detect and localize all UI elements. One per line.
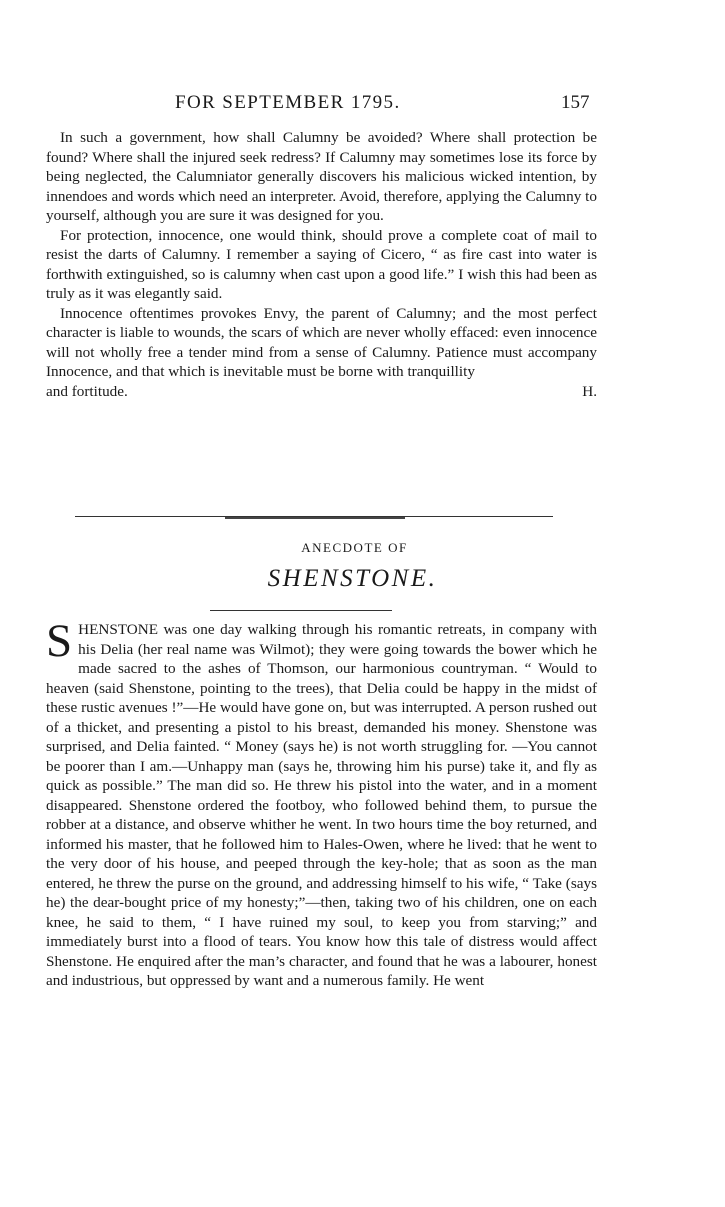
anecdote-body: HENSTONE was one day walking through his romantic retreats, in company with his Delia (her real name was Wilmot); they were going towards the bower which he made sacred to the ashes of Thomson, our harmonious countryman. “ Would to heaven (said Shenstone, pointing to the trees), that Delia could be happy in the midst of these rustic avenues !”—He would have gone on, but was interrupted. A person rushed out of a thicket, and presenting a pistol to his breast, demanded his money. Shenstone was surprised, and Delia fainted. “ Money (says he) is not worth struggling for. —You cannot be poorer than I am.—Unhappy man (says he, throwing him his purse) take it, and fly as quick as possible.” The man did so. He threw his pistol into the water, and in a moment disappeared. Shenstone ordered the footboy, who followed behind them, to pursue the robber at a distance, and observe whither he went. In two hours time the boy returned, and informed his master, that he followed him to Hales-Owen, where he lived: that he went to the very door of his house, and peeped through the key-hole; that as soon as the man entered, he threw the purse on the ground, and addressing himself to his wife, “ Take (says he) the dear-bought price of my honesty;”—then, taking two of his children, one on each knee, he said to them, “ I have ruined my soul, to keep you from starving;” and immediately burst into a flood of tears. You know how this tale of distress would affect Shenstone. He enquired after the man’s character, and found that he was a labourer, honest and industrious, but oppressed by want and a numerous family. He went	[46, 621, 597, 989]
anecdote-paragraph	[46, 615, 597, 991]
essay-signature: H.	[582, 382, 597, 400]
section-kicker: ANECDOTE OF	[301, 540, 408, 555]
running-head	[0, 92, 725, 116]
anecdote-text	[46, 615, 597, 991]
essay-closing-words: and fortitude.	[46, 382, 128, 400]
essay-closing-line	[46, 382, 597, 402]
section-divider	[75, 516, 553, 517]
title-underline	[210, 610, 392, 611]
essay-text	[46, 128, 597, 401]
essay-paragraph-2: For protection, innocence, one would think, should prove a complete coat of mail to resist the darts of Calumny. I remember a saying of Cicero, “ as fire cast into water is forthwith extinguished, so is calumny when cast upon a good life.” I wish this had been as truly as it was elegantly said.	[46, 226, 597, 302]
section-title: SHENSTONE.	[267, 565, 438, 592]
essay-paragraph-1: In such a government, how shall Calumny be avoided? Where shall protection be found? Where shall the injured seek redress? If Calumny may sometimes lose its force by being neglected, the Calumniator generally discovers his malicious wicked intention, by innendoes and words which need an interpreter. Avoid, therefore, applying the Calumny to yourself, although you are sure it was designed for you.	[46, 129, 597, 224]
drop-cap: S	[46, 615, 73, 667]
running-title: FOR SEPTEMBER 1795.	[175, 92, 401, 113]
page-number: 157	[561, 92, 590, 113]
essay-paragraph-3: Innocence oftentimes provokes Envy, the parent of Calumny; and the most perfect character is liable to wounds, the scars of which are never wholly effaced: even innocence will not wholly free a tender mind from a sense of Calumny. Patience must accompany Innocence, and that which is inevitable must be borne with tranquillity	[46, 304, 597, 380]
